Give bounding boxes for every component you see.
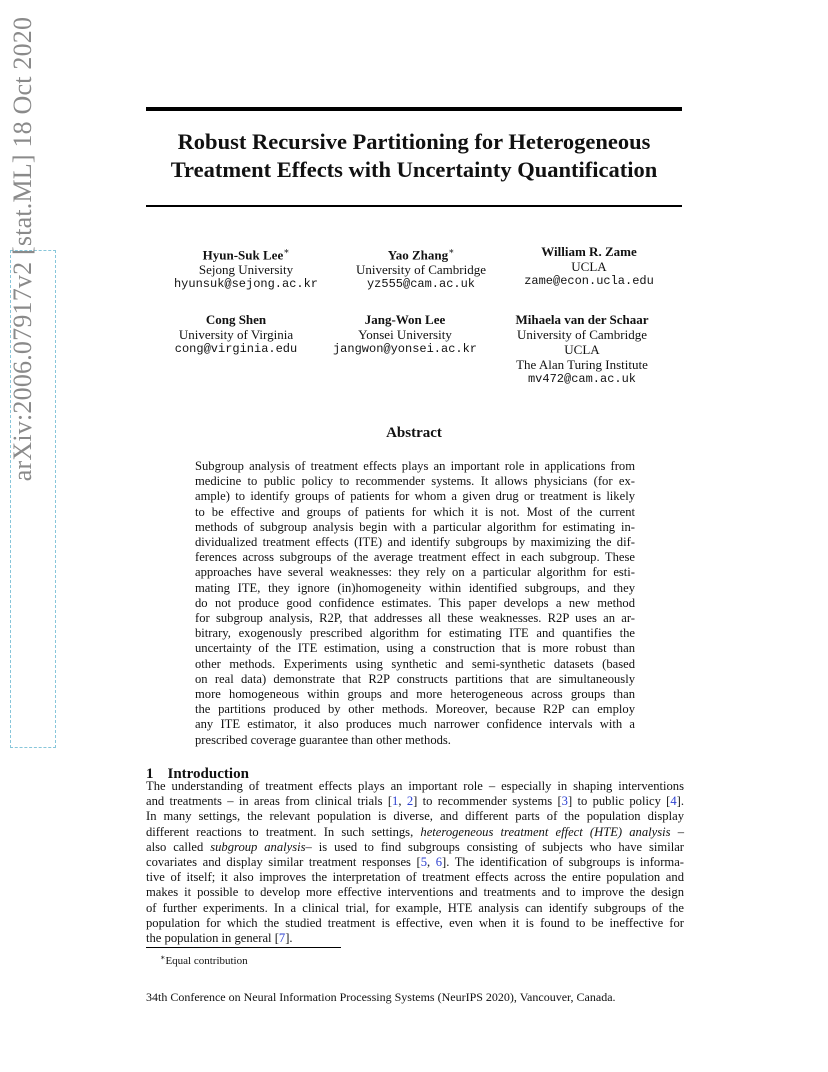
paragraph-line: population for which the studied treatment is effective, even when it is found to be ineffective for [146, 915, 684, 930]
author-email[interactable]: yz555@cam.ac.uk [366, 277, 476, 292]
abstract-line: for subgroup analysis, R2P, that addresses all these weaknesses. R2P uses an ar- [195, 611, 635, 626]
author-name: Hyun-Suk Lee∗ [202, 246, 290, 263]
citation-link[interactable]: 2 [406, 794, 414, 809]
author-block-5 [315, 312, 495, 357]
author-affiliation-2: UCLA [564, 342, 600, 357]
paragraph-line: The understanding of treatment effects plays an important role – especially in shaping interventions [146, 779, 684, 793]
abstract-line: approaches have several weaknesses: they rely on a particular algorithm for esti- [195, 565, 635, 580]
abstract-line: to be effective and groups of patients for which it is not. Most of the current [195, 504, 635, 519]
title-line-2: Treatment Effects with Uncertainty Quantification [170, 157, 658, 182]
paragraph-line: tive of itself; it also improves the interpretation of treatment effects across the entire population and [146, 870, 684, 885]
author-block-2 [331, 244, 511, 292]
abstract-line: any ITE estimator, it also produces much narrower confidence intervals with a [195, 717, 635, 732]
author-email[interactable]: cong@virginia.edu [174, 342, 298, 356]
abstract-body [195, 459, 635, 748]
abstract-line: Subgroup analysis of treatment effects plays an important role in applications from [195, 459, 635, 473]
author-name: Yao Zhang∗ [387, 246, 455, 263]
paragraph-line: of further experiments. In a clinical trial, for example, HTE analysis can identify subgroups of the [146, 900, 684, 915]
author-name: Mihaela van der Schaar [515, 312, 649, 327]
footnote [160, 951, 248, 968]
paragraph-line: makes it possible to develop more effective interventions and treatments and to improve the design [146, 885, 684, 900]
author-block-3 [499, 244, 679, 289]
abstract-line: methods of subgroup analysis begin with a particular algorithm for estimating in- [195, 519, 635, 534]
citation-link[interactable]: 6 [435, 855, 443, 870]
abstract-line: medicine to public policy to recommender systems. It allows physicians (for ex- [195, 474, 635, 489]
author-block-6 [492, 312, 672, 387]
abstract-line: prescribed coverage guarantee than other methods. [195, 732, 451, 747]
author-affiliation: Yonsei University [358, 327, 452, 342]
abstract-line: on real data) demonstrate that R2P constructs partitions that are simultaneously [195, 671, 635, 686]
paragraph-line: different reactions to treatment. In such settings, heterogeneous treatment effect (HTE) analysis – [146, 824, 685, 839]
author-email[interactable]: mv472@cam.ac.uk [527, 372, 637, 386]
author-name: Cong Shen [205, 312, 267, 327]
citation-link[interactable]: 1 [392, 794, 399, 809]
footnote-mark: ∗ [160, 953, 166, 962]
author-name: William R. Zame [541, 244, 637, 259]
citation-link[interactable]: 5 [420, 855, 427, 870]
paragraph-line: the population in general [7]. [146, 931, 293, 946]
title-line-1: Robust Recursive Partitioning for Heterogeneous [177, 129, 651, 154]
author-block-1 [156, 244, 336, 292]
paper-title [146, 128, 682, 184]
abstract-line: bitrary, exogenously prescribed algorithm for estimating ITE and quantifies the [195, 626, 635, 641]
arxiv-identifier[interactable]: arXiv:2006.07917v2 [stat.ML] 18 Oct 2020 [8, 16, 37, 482]
abstract-line: more homogeneous within groups and more heterogeneous across groups than [195, 687, 635, 702]
abstract-line: ferences across subgroups of the average treatment effect in each subgroup. These [195, 550, 635, 565]
author-email[interactable]: hyunsuk@sejong.ac.kr [173, 277, 319, 292]
author-name: Jang-Won Lee [364, 312, 446, 327]
author-affiliation-3: The Alan Turing Institute [516, 357, 648, 372]
conference-note: 34th Conference on Neural Information Processing Systems (NeurIPS 2020), Vancouver, Canada. [146, 990, 616, 1004]
abstract-line: uncertainty of the ITE estimation, using a construction that is more robust than [195, 641, 635, 656]
abstract-heading: Abstract [386, 425, 442, 441]
section-number: 1 [146, 766, 154, 782]
footnote-rule [146, 947, 341, 948]
paragraph-line: covariates and display similar treatment responses [5, 6]. The identification of subgroups is informa- [146, 855, 684, 870]
author-email[interactable]: jangwon@yonsei.ac.kr [332, 342, 478, 356]
title-top-rule [146, 107, 682, 111]
abstract-line: the partitions produced by other methods. Moreover, because R2P can employ [195, 702, 635, 717]
abstract-line: dividualized treatment effects (ITE) and identify subgroups by maximizing the dif- [195, 535, 635, 550]
author-affiliation: University of Cambridge [356, 262, 486, 278]
abstract-line: do not produce good confidence estimates. This paper develops a new method [195, 595, 635, 610]
citation-link[interactable]: 7 [278, 931, 286, 946]
introduction-body [146, 779, 684, 946]
section-title: Introduction [167, 766, 249, 782]
citation-link[interactable]: 3 [561, 794, 568, 809]
author-affiliation: University of Cambridge [517, 327, 647, 342]
abstract-line: other methods. Experiments using synthetic and semi-synthetic datasets (based [195, 656, 635, 671]
author-block-4 [146, 312, 326, 357]
footnote-text: Equal contribution [165, 955, 248, 967]
title-bottom-rule [146, 205, 682, 207]
paragraph-line: In many settings, the relevant population is diverse, and different parts of the population display [146, 809, 684, 824]
abstract-line: ample) to identify groups of patients for whom a given drug or treatment is likely [195, 489, 635, 504]
paragraph-line: and treatments – in areas from clinical trials [1, 2] to recommender systems [3] to public policy [4]. [146, 794, 685, 809]
author-affiliation: University of Virginia [178, 327, 294, 342]
author-email[interactable]: zame@econ.ucla.edu [524, 274, 654, 288]
abstract-line: mating ITE, they ignore (in)homogeneity within identified subgroups, and they [195, 580, 635, 595]
citation-link[interactable]: 4 [670, 794, 677, 809]
author-affiliation: UCLA [571, 259, 607, 274]
author-affiliation: Sejong University [198, 262, 294, 278]
paragraph-line: also called subgroup analysis– is used to find subgroups consisting of subjects who have similar [146, 839, 684, 854]
